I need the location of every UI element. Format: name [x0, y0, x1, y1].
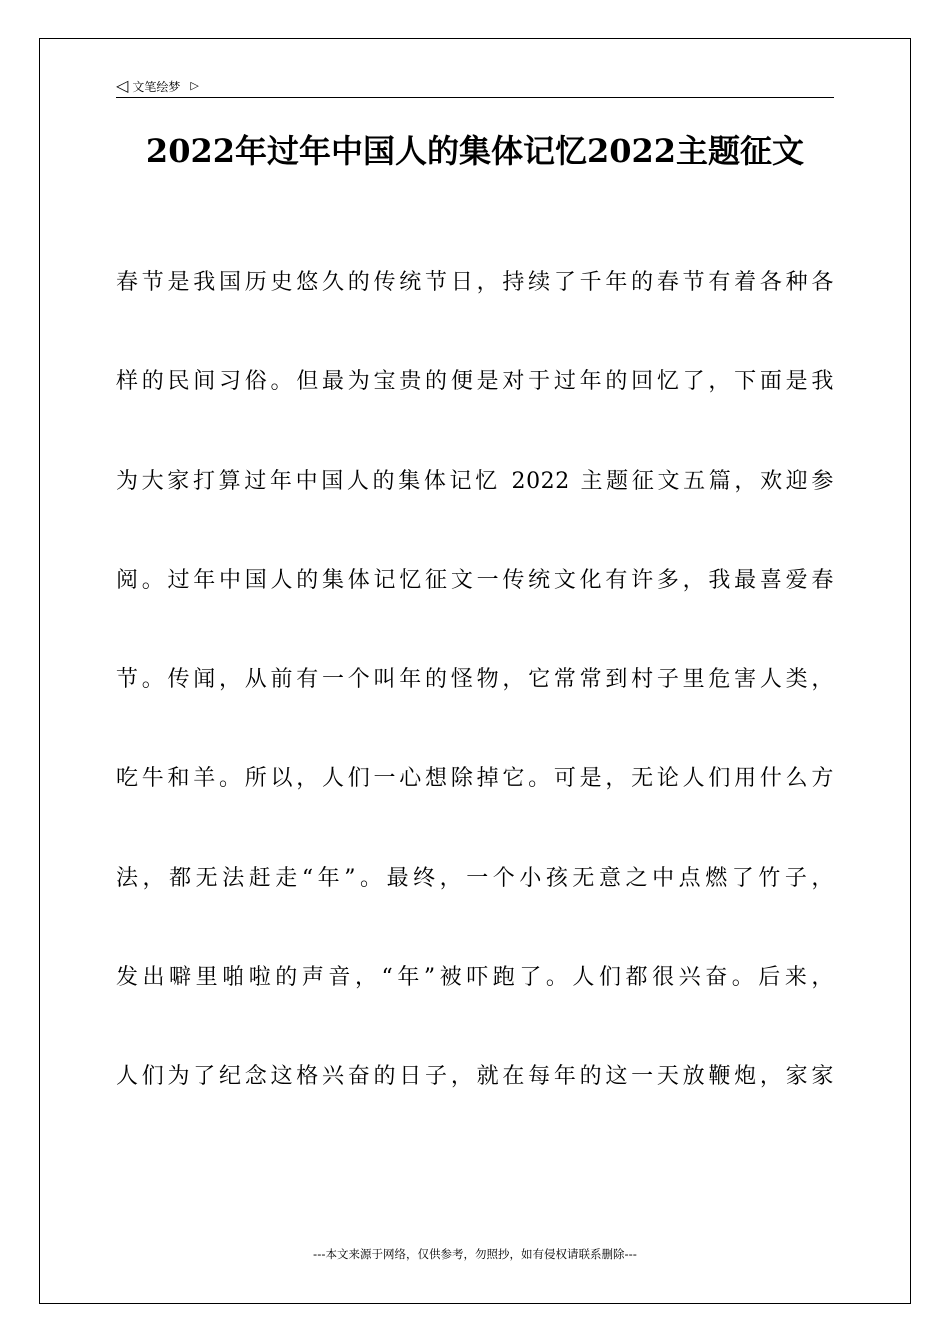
- header-label: 文笔绘梦: [132, 79, 181, 94]
- body-line: 法，都无法赶走“年”。最终，一个小孩无意之中点燃了竹子，: [116, 865, 834, 891]
- triangle-right-icon: ▷: [190, 79, 199, 92]
- body-line: 节。传闻，从前有一个叫年的怪物，它常常到村子里危害人类，: [116, 667, 834, 693]
- triangle-left-icon: ◁: [116, 76, 129, 95]
- body-line: 吃牛和羊。所以，人们一心想除掉它。可是，无论人们用什么方: [116, 766, 834, 792]
- document-body: [116, 255, 834, 1149]
- document-title: 2022年过年中国人的集体记忆2022主题征文: [145, 132, 805, 170]
- header-divider: [116, 97, 834, 98]
- page-footer: ---本文来源于网络，仅供参考，勿照抄，如有侵权请联系删除---: [313, 1247, 637, 1261]
- page-header: [116, 74, 834, 98]
- body-line: 为大家打算过年中国人的集体记忆 2022 主题征文五篇，欢迎参: [116, 468, 834, 494]
- body-line: 发出噼里啪啦的声音，“年”被吓跑了。人们都很兴奋。后来，: [116, 965, 834, 991]
- body-line: 样的民间习俗。但最为宝贵的便是对于过年的回忆了，下面是我: [116, 369, 834, 395]
- body-line: 阅。过年中国人的集体记忆征文一传统文化有许多，我最喜爱春: [116, 567, 834, 593]
- body-line: 春节是我国历史悠久的传统节日，持续了千年的春节有着各种各: [116, 270, 834, 295]
- body-line: 人们为了纪念这格兴奋的日子，就在每年的这一天放鞭炮，家家: [116, 1064, 834, 1090]
